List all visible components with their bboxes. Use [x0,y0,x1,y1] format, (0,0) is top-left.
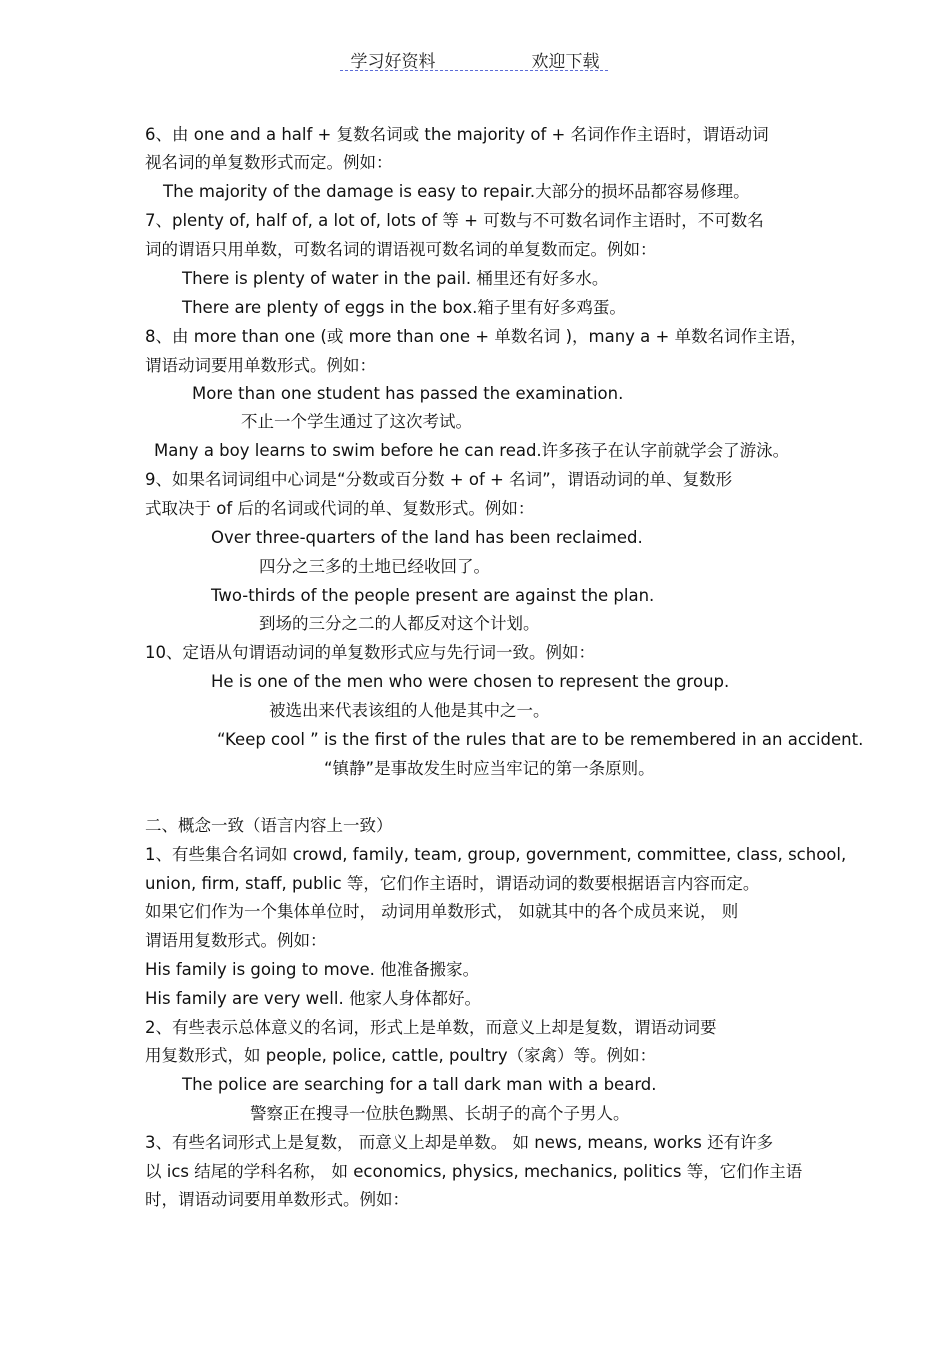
text-line: 7、plenty of, half of, a lot of, lots of 等 + 可数与不可数名词作主语时，不可数名 [145,211,764,230]
text-line: 用复数形式，如 people, police, cattle, poultry（家禽）等。例如： [145,1046,657,1065]
text-line: The police are searching for a tall dark man with a beard. [182,1075,657,1094]
text-line: 6、由 one and a half + 复数名词或 the majority of + 名词作作主语时，谓语动词 [145,125,769,144]
text-line: Many a boy learns to swim before he can read.许多孩子在认字前就学会了游泳。 [154,441,790,460]
text-line: 3、有些名词形式上是复数， 而意义上却是单数。 如 news, means, works 还有许多 [145,1133,774,1152]
text-line: 2、有些表示总体意义的名词，形式上是单数，而意义上却是复数，谓语动词要 [145,1018,717,1037]
text-line: There is plenty of water in the pail. 桶里还有好多水。 [182,269,609,288]
header-right-text: 欢迎下载 [531,52,600,72]
text-line: “镇静”是事故发生时应当牢记的第一条原则。 [324,759,655,778]
text-line: He is one of the men who were chosen to represent the group. [211,672,730,691]
text-line: 警察正在搜寻一位肤色黝黑、长胡子的高个子男人。 [250,1104,630,1123]
text-line: 到场的三分之二的人都反对这个计划。 [259,614,540,633]
text-line: 被选出来代表该组的人他是其中之一。 [269,701,550,720]
text-line: 四分之三多的土地已经收回了。 [259,557,490,576]
text-line: Two-thirds of the people present are against the plan. [211,586,655,605]
text-line: There are plenty of eggs in the box.箱子里有好多鸡蛋。 [182,298,626,317]
text-line: 谓语用复数形式。例如： [145,931,327,950]
text-line: 词的谓语只用单数，可数名词的谓语视可数名词的单复数而定。例如： [145,240,657,259]
text-line: 9、如果名词词组中心词是“分数或百分数 + of + 名词”，谓语动词的单、复数形 [145,470,733,489]
text-line: 10、定语从句谓语动词的单复数形式应与先行词一致。例如： [145,643,595,662]
text-line: union, firm, staff, public 等，它们作主语时，谓语动词的数要根据语言内容而定。 [145,874,760,893]
text-line: “Keep cool ” is the first of the rules that are to be remembered in an accident. [217,730,864,749]
text-line: 8、由 more than one (或 more than one + 单数名词 )，many a + 单数名词作主语， [145,327,807,346]
text-line: His family is going to move. 他准备搬家。 [145,960,480,979]
header-divider [340,70,608,71]
text-line: 谓语动词要用单数形式。例如： [145,356,376,375]
text-line: 1、有些集合名词如 crowd, family, team, group, government, committee, class, school, [145,845,847,864]
section-heading: 二、概念一致（语言内容上一致） [145,816,393,835]
text-line: 如果它们作为一个集体单位时， 动词用单数形式， 如就其中的各个成员来说， 则 [145,902,739,921]
text-line: 式取决于 of 后的名词或代词的单、复数形式。例如： [145,499,535,518]
text-line: His family are very well. 他家人身体都好。 [145,989,481,1008]
text-line: The majority of the damage is easy to repair.大部分的损坏品都容易修理。 [163,182,750,201]
text-line: More than one student has passed the examination. [192,384,624,403]
page-header [0,47,950,72]
text-line: 时，谓语动词要用单数形式。例如： [145,1190,409,1209]
header-left-text: 学习好资料 [350,52,436,72]
text-line: 以 ics 结尾的学科名称， 如 economics, physics, mechanics, politics 等，它们作主语 [145,1162,803,1181]
text-line: 视名词的单复数形式而定。例如： [145,153,393,172]
text-line: Over three-quarters of the land has been reclaimed. [211,528,643,547]
text-line: 不止一个学生通过了这次考试。 [241,412,472,431]
